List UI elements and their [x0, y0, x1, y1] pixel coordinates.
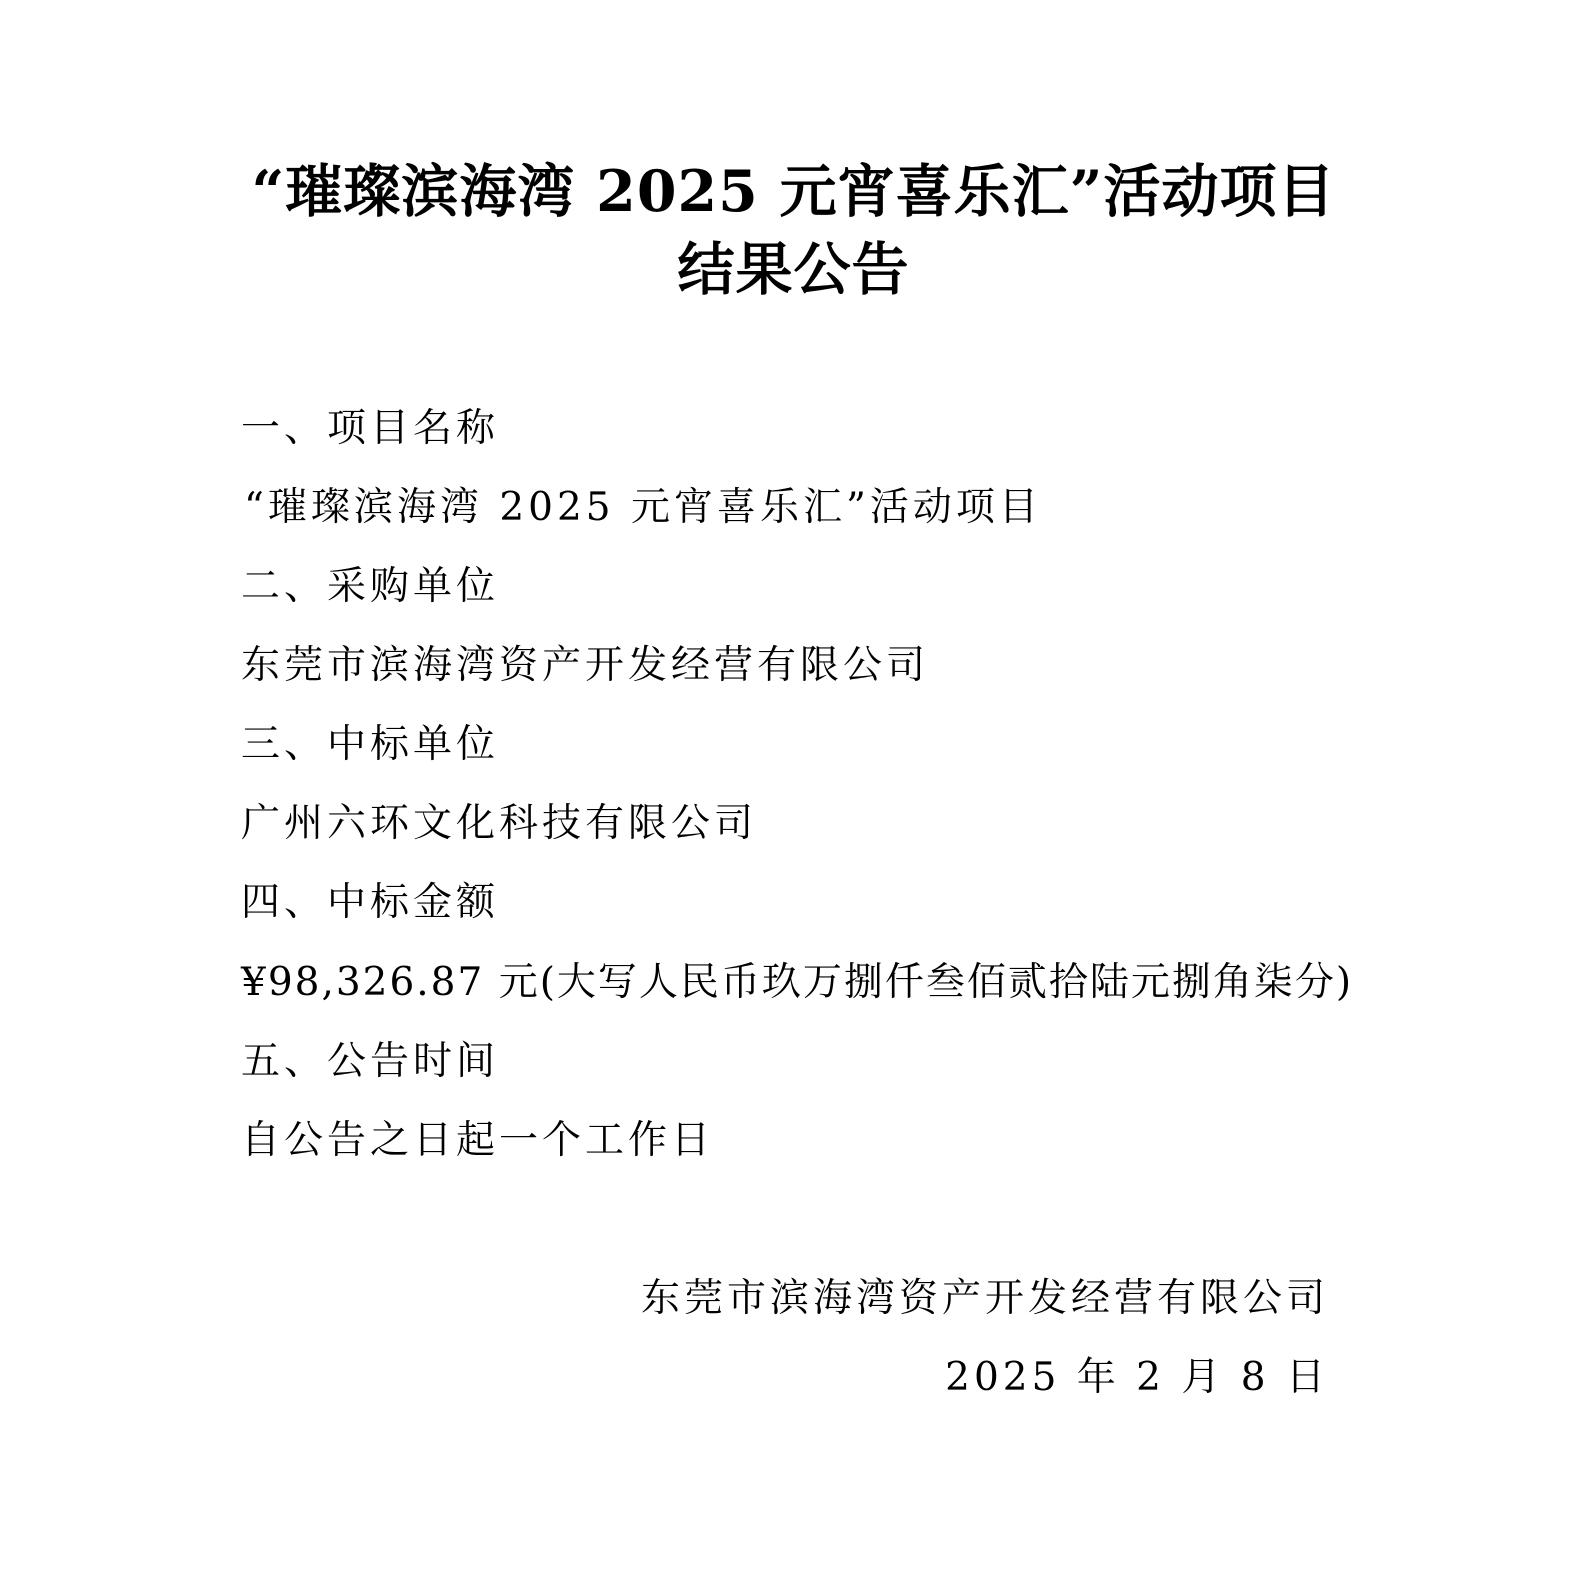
section-2-content: 东莞市滨海湾资产开发经营有限公司: [241, 643, 930, 688]
section-4-content: ¥98,326.87 元(大写人民币玖万捌仟叁佰贰拾陆元捌角柒分): [241, 960, 1354, 1005]
section-5-heading: 五、公告时间: [241, 1039, 500, 1084]
section-5-content: 自公告之日起一个工作日: [241, 1118, 715, 1163]
section-3-heading: 三、中标单位: [241, 722, 500, 767]
section-3-content: 广州六环文化科技有限公司: [241, 801, 758, 846]
signature-organization: 东莞市滨海湾资产开发经营有限公司: [640, 1276, 1329, 1321]
document-title-line-1: “璀璨滨海湾 2025 元宵喜乐汇”活动项目: [251, 158, 1336, 225]
section-2-heading: 二、采购单位: [241, 564, 500, 609]
section-1-heading: 一、项目名称: [241, 406, 500, 451]
document-title-line-2: 结果公告: [677, 236, 910, 303]
section-4-heading: 四、中标金额: [241, 880, 500, 925]
signature-date: 2025 年 2 月 8 日: [945, 1355, 1329, 1400]
section-1-content: “璀璨滨海湾 2025 元宵喜乐汇”活动项目: [244, 485, 1042, 530]
